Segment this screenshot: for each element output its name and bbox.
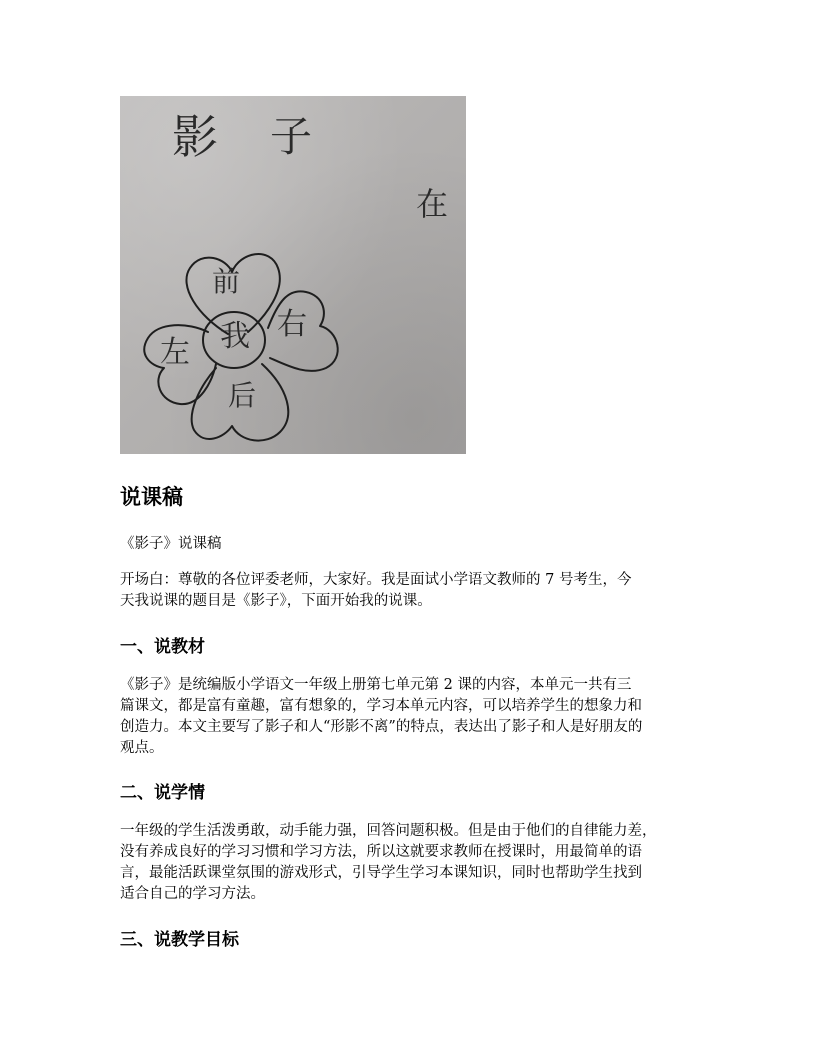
photo-word-zai: 在 — [416, 185, 449, 223]
paragraph-line: 篇课文，都是富有童趣，富有想象的，学习本单元内容，可以培养学生的想象力和 — [120, 698, 642, 714]
photo-title-char-1: 影 — [172, 110, 218, 164]
paragraph-line: 观点。 — [120, 740, 164, 756]
opening-line: 开场白：尊敬的各位评委老师，大家好。我是面试小学语文教师的 7 号考生，今 — [120, 572, 632, 588]
students-paragraph — [120, 821, 710, 905]
opening-line: 天我说课的题目是《影子》，下面开始我的说课。 — [120, 593, 432, 609]
petal-top-label: 前 — [212, 265, 241, 298]
paragraph-line: 《影子》是统编版小学语文一年级上册第七单元第 2 课的内容，本单元一共有三 — [120, 677, 632, 693]
section-heading-textbook: 一、说教材 — [120, 637, 205, 657]
paragraph-line: 没有养成良好的学习习惯和学习方法，所以这就要求教师在授课时，用最简单的语 — [120, 844, 642, 860]
paragraph-line: 创造力。本文主要写了影子和人“形影不离”的特点，表达出了影子和人是好朋友的 — [120, 719, 643, 735]
paragraph-line: 言，最能活跃课堂氛围的游戏形式，引导学生学习本课知识，同时也帮助学生找到 — [120, 865, 642, 881]
textbook-paragraph — [120, 675, 710, 759]
photo-title-char-2: 子 — [270, 112, 313, 161]
petal-bottom-label: 后 — [228, 379, 257, 412]
subtitle: 《影子》说课稿 — [120, 536, 222, 552]
center-label: 我 — [220, 319, 250, 354]
section-heading-students: 二、说学情 — [120, 783, 205, 803]
section-heading-objectives: 三、说教学目标 — [120, 930, 239, 950]
petal-left-label: 左 — [160, 335, 190, 370]
paragraph-line: 适合自己的学习方法。 — [120, 886, 265, 902]
opening-paragraph — [120, 570, 710, 612]
paragraph-line: 一年级的学生活泼勇敢，动手能力强，回答问题积极。但是由于他们的自律能力差， — [120, 823, 657, 839]
petal-right-label: 右 — [277, 307, 307, 342]
handwritten-photo — [120, 96, 466, 454]
main-heading: 说课稿 — [120, 485, 183, 509]
